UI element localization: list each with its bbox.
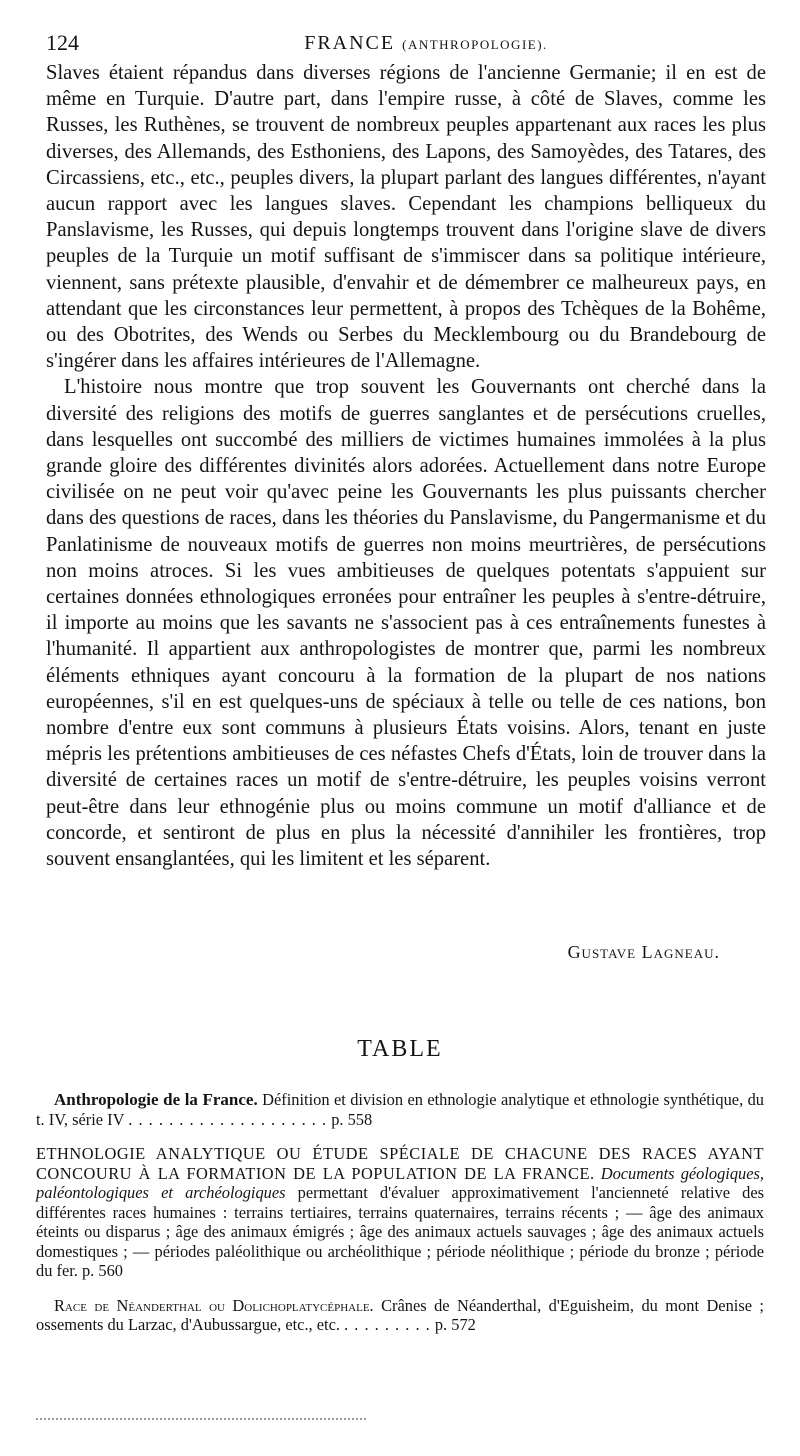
paragraph-1: Slaves étaient répandus dans diverses régions de l'ancienne Germanie; il en est de même en Turquie. D'autre part, dans l'empire russe, à côté de Slaves, comme les Russes, les Ruthènes, se trouvent de nombreux peuples appartenant aux races les plus diverses, des Allemands, des Esthoniens, des Lapons, des Samoyèdes, des Tatares, des Circassiens, etc., etc., peuples divers, la plupart parlant des langues différentes, n'ayant aucun rapport avec les langues slaves. Cependant les champions belliqueux du Panslavisme, les Russes, qui depuis longtemps trouvent dans l'origine slave de divers peuples de la Turquie un motif suffisant de s'immiscer dans sa politique intérieure, viennent, sans prétexte plausible, d'envahir et de démembrer ce malheureux pays, en attendant que les circonstances leur permettent, à propos des Tchèques de la Bohême, ou des Obotrites, des Wends ou Serbes du Mecklembourg ou du Brandebourg de s'ingérer dans les affaires intérieures de l'Allemagne. xyxy=(46,62,766,373)
table-of-contents xyxy=(36,1090,764,1350)
page-number: 124 xyxy=(46,30,79,55)
running-title-main: FRANCE xyxy=(304,32,396,54)
toc-entry-italic: Documents géologiques, paléontologiques et archéologiques xyxy=(36,1163,764,1202)
footer-rule xyxy=(36,1418,366,1422)
toc-entry-title: Race de Néanderthal ou Dolichoplatycéphale. xyxy=(54,1295,374,1315)
running-title xyxy=(46,32,766,55)
toc-entry xyxy=(36,1296,764,1335)
toc-leader: . . . . . . . . . xyxy=(344,1315,431,1334)
toc-page-ref: p. 558 xyxy=(331,1109,373,1129)
toc-entry xyxy=(36,1090,764,1129)
toc-entry-text: Crânes de Néanderthal, d'Eguisheim, du mont Denise ; ossements du Larzac, d'Aubussargue, etc., etc. xyxy=(36,1295,764,1334)
running-title-subtitle: (ANTHROPOLOGIE). xyxy=(402,37,548,52)
body-text xyxy=(46,60,766,872)
author-signature: Gustave Lagneau. xyxy=(567,942,720,962)
toc-page-ref: p. 560 xyxy=(81,1261,123,1280)
toc-entry xyxy=(36,1144,764,1281)
toc-entry-text: Définition et division en ethnologie analytique et ethnologie synthétique, du t. IV, série IV xyxy=(36,1090,764,1129)
paragraph-2: L'histoire nous montre que trop souvent les Gouvernants ont cherché dans la diversité des religions des motifs de guerres sanglantes et de persécutions cruelles, dans lesquelles ont succombé des milliers de victimes humaines immolées à la plus grande gloire des différentes divinités alors adorées. Actuellement dans notre Europe civilisée on ne peut voir qu'avec peine les Gouvernants les plus puissants chercher dans des questions de races, dans les théories du Panslavisme, du Pangermanisme et du Panlatinisme de nouveaux motifs de guerres non moins meurtrières, de persécutions non moins atroces. Si les vues ambitieuses de quelques potentats s'appuient sur certaines données ethnologiques erronées pour entraîner les peuples à s'entre-détruire, il importe au moins que les savants ne s'associent pas à ces entraînements funestes à l'humanité. Il appartient aux anthropologistes de montrer que, parmi les nombreux éléments ethniques ayant concouru à la formation de la plupart de nos nations européennes, s'il en est quelques-uns de spéciaux à telle ou telle de ces nations, bon nombre d'entre eux sont communs à plusieurs États voisins. Alors, tenant en juste mépris les prétentions ambitieuses de ces néfastes Chefs d'États, loin de trouver dans la diversité de certaines races un motif de s'entre-détruire, les peuples voisins verront peut-être dans leur ethnogénie plus ou moins commune un motif d'alliance et de concorde, et sentiront de plus en plus la nécessité d'annihiler les frontières, trop souvent ensanglantées, qui les limitent et les séparent. xyxy=(46,376,766,871)
toc-entry-title: Anthropologie de la France. xyxy=(54,1090,258,1109)
running-head xyxy=(46,30,766,58)
toc-entry-title: ETHNOLOGIE ANALYTIQUE OU ÉTUDE SPÉCIALE DE CHACUNE DES RACES AYANT CONCOURU À LA FORMATION DE LA POPULATION DE LA FRANCE. xyxy=(36,1144,764,1183)
toc-page-ref: p. 572 xyxy=(434,1315,476,1334)
toc-entry-text: permettant d'évaluer approximativement l'ancienneté relative des différentes races humaines : terrains tertiaires, terrains quaternaires, terrains récents ; — âge des animaux éteints ou disparus ; âge des animaux émigrés ; âge des animaux actuels sauvages ; âge des animaux actuels domestiques ; — périodes paléolithique ou archéolithique ; période néolithique ; période du bronze ; période du fer. xyxy=(36,1183,764,1280)
toc-leader: . . . . . . . . . . . . . . . . . . . . xyxy=(128,1109,328,1129)
table-heading: TABLE xyxy=(357,1036,443,1062)
